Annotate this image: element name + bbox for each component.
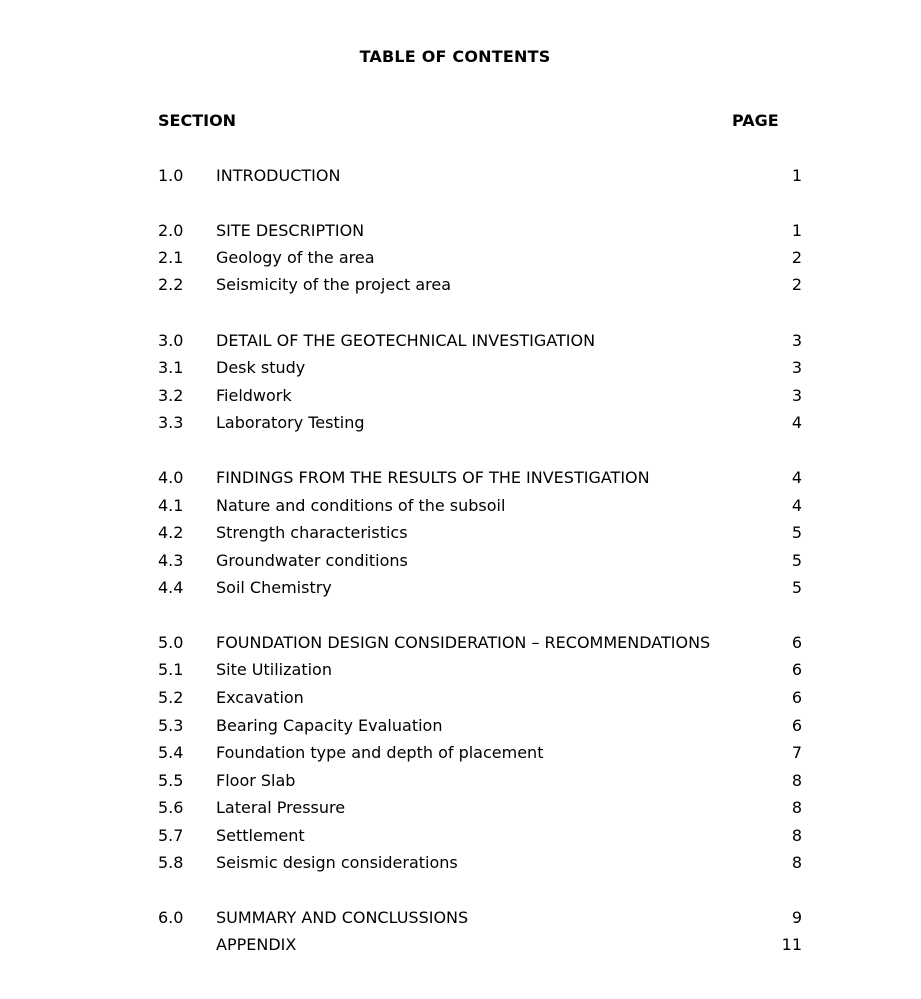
toc-entry xyxy=(0,496,921,520)
section-number: 4.1 xyxy=(158,496,184,515)
section-title: Desk study xyxy=(216,358,306,377)
toc-entry xyxy=(0,578,921,602)
page-number: 7 xyxy=(791,743,802,762)
page-number: 5 xyxy=(791,551,802,570)
section-number: 6.0 xyxy=(158,908,184,927)
page-number: 6 xyxy=(791,716,802,735)
section-title: Settlement xyxy=(216,826,305,845)
toc-entry xyxy=(0,166,921,190)
section-number: 4.4 xyxy=(158,578,184,597)
section-title: APPENDIX xyxy=(216,935,297,954)
section-title: Seismic design considerations xyxy=(216,853,458,872)
page-number: 8 xyxy=(791,771,802,790)
section-number: 3.0 xyxy=(158,331,184,350)
toc-entry xyxy=(0,771,921,795)
toc-entry xyxy=(0,413,921,437)
toc-entry xyxy=(0,331,921,355)
section-title: Strength characteristics xyxy=(216,523,408,542)
toc-entry xyxy=(0,660,921,684)
page-number: 6 xyxy=(791,660,802,679)
section-number: 5.4 xyxy=(158,743,184,762)
page-number: 2 xyxy=(791,275,802,294)
page-number: 11 xyxy=(781,935,802,954)
page-title: TABLE OF CONTENTS xyxy=(359,47,551,66)
page-number: 3 xyxy=(791,331,802,350)
page-number: 4 xyxy=(791,496,802,515)
toc-entry xyxy=(0,386,921,410)
page-number: 6 xyxy=(791,633,802,652)
toc-entry xyxy=(0,633,921,657)
section-number: 1.0 xyxy=(158,166,184,185)
section-number: 5.6 xyxy=(158,798,184,817)
toc-entry xyxy=(0,358,921,382)
toc-entry xyxy=(0,716,921,740)
page-number: 1 xyxy=(791,166,802,185)
toc-entry xyxy=(0,743,921,767)
section-title: Laboratory Testing xyxy=(216,413,365,432)
section-number: 5.2 xyxy=(158,688,184,707)
section-title: Groundwater conditions xyxy=(216,551,408,570)
toc-entry xyxy=(0,248,921,272)
section-number: 3.2 xyxy=(158,386,184,405)
section-title: FINDINGS FROM THE RESULTS OF THE INVESTIGATION xyxy=(216,468,650,487)
section-number: 2.2 xyxy=(158,275,184,294)
toc-entry xyxy=(0,826,921,850)
page-number: 2 xyxy=(791,248,802,267)
page-number: 9 xyxy=(791,908,802,927)
section-number: 4.3 xyxy=(158,551,184,570)
page-number: 8 xyxy=(791,826,802,845)
page-column-header: PAGE xyxy=(732,111,779,130)
section-number: 2.0 xyxy=(158,221,184,240)
section-title: Lateral Pressure xyxy=(216,798,346,817)
section-title: Fieldwork xyxy=(216,386,292,405)
section-title: Soil Chemistry xyxy=(216,578,332,597)
section-column-header: SECTION xyxy=(158,111,237,130)
section-title: Nature and conditions of the subsoil xyxy=(216,496,506,515)
section-number: 3.1 xyxy=(158,358,184,377)
section-title: SUMMARY AND CONCLUSSIONS xyxy=(216,908,469,927)
section-number: 4.0 xyxy=(158,468,184,487)
page-number: 4 xyxy=(791,413,802,432)
toc-entry xyxy=(0,551,921,575)
page-number: 4 xyxy=(791,468,802,487)
page-number: 5 xyxy=(791,578,802,597)
page-number: 8 xyxy=(791,798,802,817)
section-number: 5.0 xyxy=(158,633,184,652)
toc-entry xyxy=(0,221,921,245)
section-number: 5.8 xyxy=(158,853,184,872)
page-number: 3 xyxy=(791,386,802,405)
section-number: 5.7 xyxy=(158,826,184,845)
section-title: SITE DESCRIPTION xyxy=(216,221,365,240)
section-title: INTRODUCTION xyxy=(216,166,341,185)
toc-entry xyxy=(0,523,921,547)
section-title: Floor Slab xyxy=(216,771,296,790)
section-title: Foundation type and depth of placement xyxy=(216,743,544,762)
toc-entry xyxy=(0,935,921,959)
toc-entry xyxy=(0,798,921,822)
section-number: 5.3 xyxy=(158,716,184,735)
toc-entry xyxy=(0,908,921,932)
section-number: 5.1 xyxy=(158,660,184,679)
section-title: DETAIL OF THE GEOTECHNICAL INVESTIGATION xyxy=(216,331,596,350)
page-number: 8 xyxy=(791,853,802,872)
toc-entry xyxy=(0,275,921,299)
section-title: FOUNDATION DESIGN CONSIDERATION – RECOMMENDATIONS xyxy=(216,633,711,652)
page-number: 1 xyxy=(791,221,802,240)
section-title: Bearing Capacity Evaluation xyxy=(216,716,443,735)
section-number: 3.3 xyxy=(158,413,184,432)
section-title: Site Utilization xyxy=(216,660,332,679)
toc-entry xyxy=(0,688,921,712)
toc-entry xyxy=(0,853,921,877)
page-number: 5 xyxy=(791,523,802,542)
section-title: Excavation xyxy=(216,688,304,707)
section-number: 2.1 xyxy=(158,248,184,267)
page-number: 6 xyxy=(791,688,802,707)
section-title: Geology of the area xyxy=(216,248,375,267)
toc-entry xyxy=(0,468,921,492)
page-number: 3 xyxy=(791,358,802,377)
section-title: Seismicity of the project area xyxy=(216,275,452,294)
section-number: 5.5 xyxy=(158,771,184,790)
section-number: 4.2 xyxy=(158,523,184,542)
